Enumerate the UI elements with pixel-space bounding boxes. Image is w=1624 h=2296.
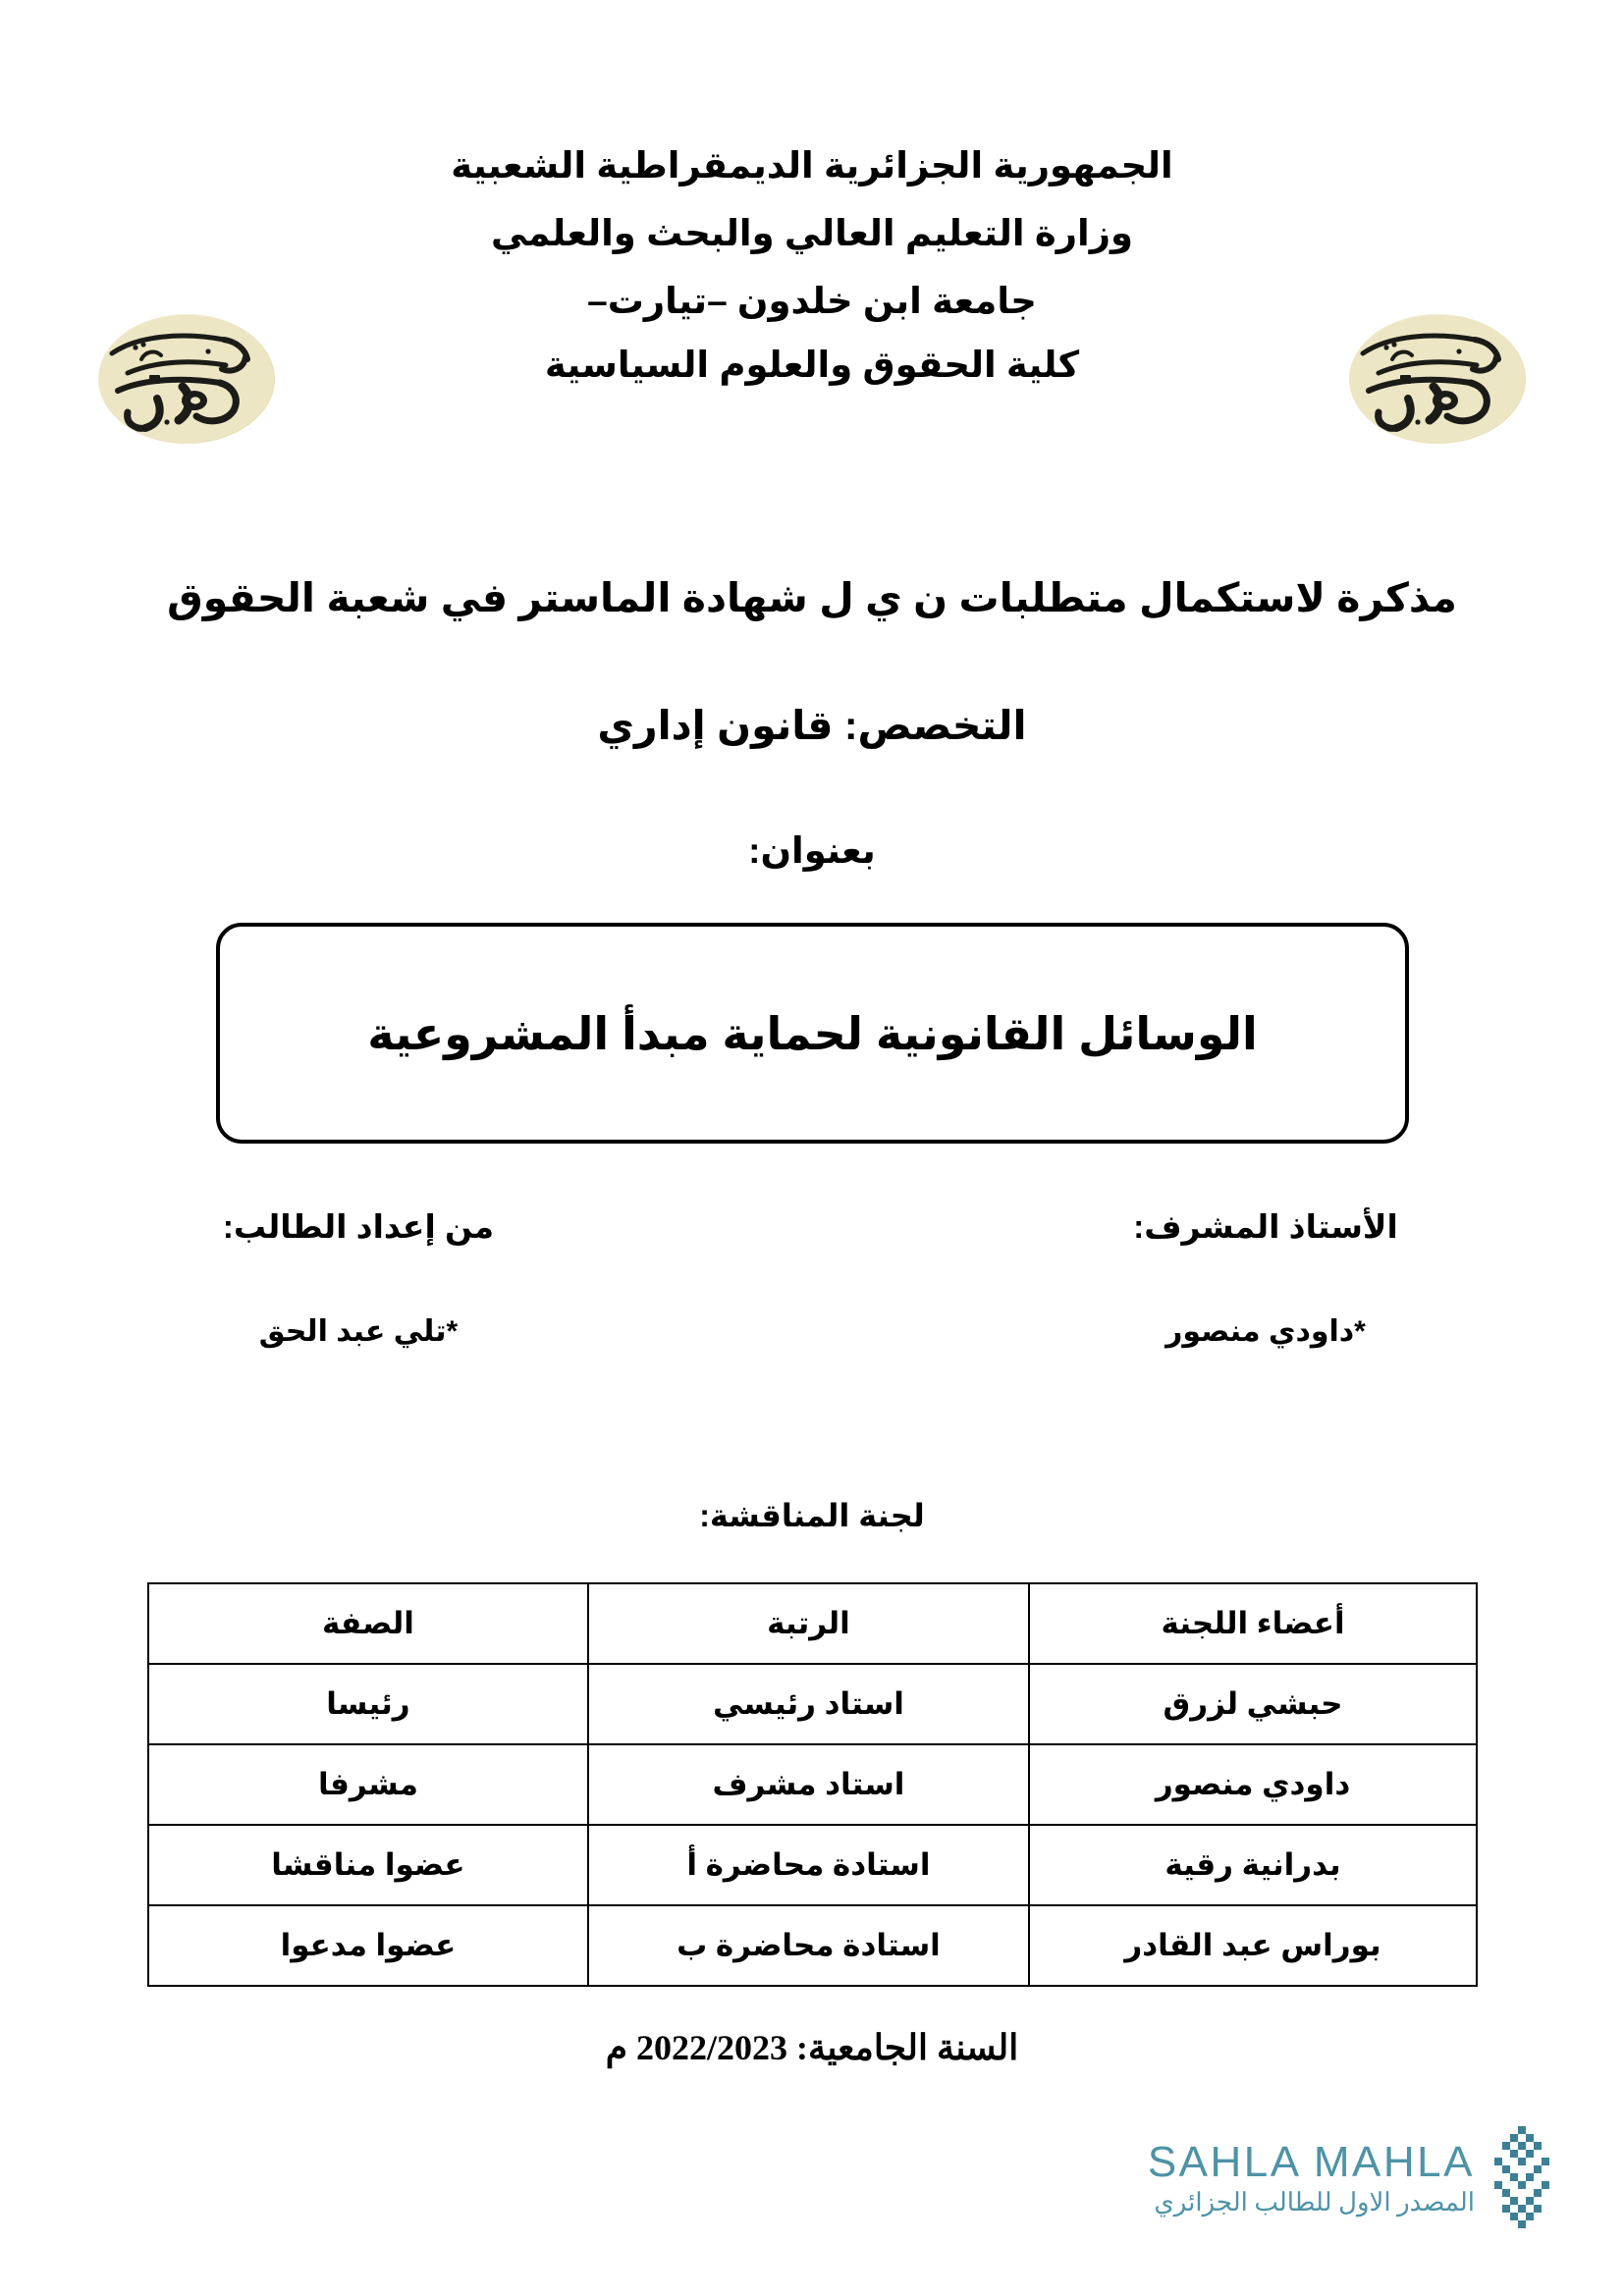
- university-line: جامعة ابن خلدون –تيارت–: [587, 281, 1037, 321]
- supervisor-block: [1035, 1207, 1496, 1349]
- watermark-brand: SAHLA MAHLA: [1147, 2138, 1475, 2186]
- cell-rank: استادة محاضرة أ: [588, 1825, 1029, 1905]
- table-row: [148, 1744, 1477, 1825]
- cell-role: مشرفا: [148, 1744, 588, 1825]
- table-header-row: [148, 1583, 1477, 1664]
- sahla-mahla-logo-icon: [1485, 2124, 1561, 2234]
- document-header: [0, 147, 1624, 383]
- under-title-label: بعنوان:: [748, 830, 876, 871]
- watermark-tagline: المصدر الاول للطالب الجزائري: [1154, 2188, 1475, 2216]
- jury-table: [147, 1582, 1478, 1987]
- cell-rank: استاد رئيسي: [588, 1664, 1029, 1744]
- table-row: [148, 1825, 1477, 1905]
- academic-year: السنة الجامعية: 2022/2023 م: [605, 2028, 1019, 2067]
- thesis-title-box: [216, 923, 1409, 1144]
- thesis-title: الوسائل القانونية لحماية مبدأ المشروعية: [367, 1007, 1258, 1059]
- student-block: [128, 1207, 589, 1349]
- jury-section-label: لجنة المناقشة:: [699, 1498, 925, 1533]
- supervisor-label: الأستاذ المشرف:: [1133, 1208, 1398, 1245]
- cell-member: بدرانية رقية: [1029, 1825, 1477, 1905]
- degree-purpose-statement: مذكرة لاستكمال متطلبات ن ي ل شهادة الماستر في شعبة الحقوق: [167, 575, 1457, 620]
- column-header-role: الصفة: [148, 1583, 588, 1664]
- ministry-line: وزارة التعليم العالي والبحث والعلمي: [490, 213, 1134, 253]
- cell-rank: استادة محاضرة ب: [588, 1905, 1029, 1986]
- cell-role: عضوا مناقشا: [148, 1825, 588, 1905]
- cell-rank: استاد مشرف: [588, 1744, 1029, 1825]
- cell-member: داودي منصور: [1029, 1744, 1477, 1825]
- republic-line: الجمهورية الجزائرية الديمقراطية الشعبية: [451, 145, 1173, 186]
- watermark-text-block: [1139, 2138, 1479, 2217]
- column-header-rank: الرتبة: [588, 1583, 1029, 1664]
- table-row: [148, 1905, 1477, 1986]
- sahla-mahla-watermark: [1139, 2110, 1561, 2248]
- table-row: [148, 1664, 1477, 1744]
- cell-role: رئيسا: [148, 1664, 588, 1744]
- student-label: من إعداد الطالب:: [222, 1208, 495, 1245]
- specialization-line: التخصص: قانون إداري: [597, 703, 1027, 748]
- credits-row: [128, 1207, 1496, 1349]
- column-header-member: أعضاء اللجنة: [1029, 1583, 1477, 1664]
- cell-member: حبشي لزرق: [1029, 1664, 1477, 1744]
- student-name: *تلي عبد الحق: [258, 1315, 459, 1348]
- cell-member: بوراس عبد القادر: [1029, 1905, 1477, 1986]
- supervisor-name: *داودي منصور: [1165, 1315, 1366, 1348]
- cell-role: عضوا مدعوا: [148, 1905, 588, 1986]
- faculty-line: كلية الحقوق والعلوم السياسية: [544, 345, 1080, 385]
